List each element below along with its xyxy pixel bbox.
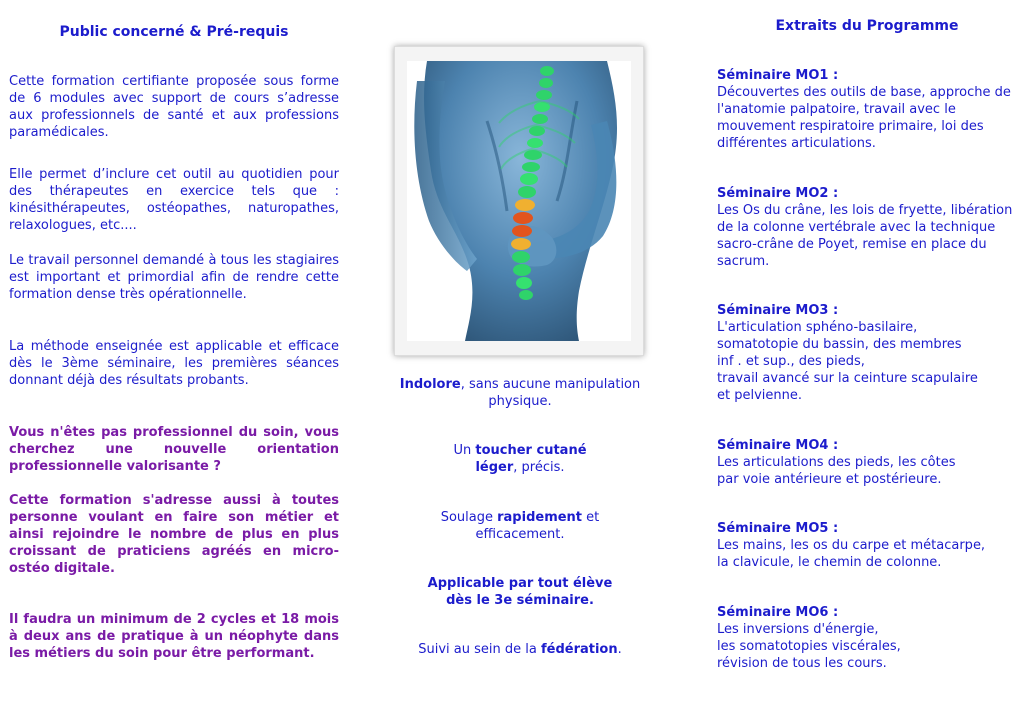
feature-painless bbox=[390, 376, 650, 410]
feature-touch bbox=[450, 442, 590, 476]
question-paragraph: Vous n'êtes pas professionnel du soin, vous cherchez une nouvelle orientation professionnelle valorisante ? bbox=[9, 425, 339, 474]
seminar-title: Séminaire MO4 : bbox=[717, 438, 839, 453]
seminar-description: L'articulation sphéno-basilaire, somatotopie du bassin, des membres inf . et sup., des pieds, travail avancé sur la ceinture scapulaire et pelvienne. bbox=[717, 320, 978, 403]
back-illustration bbox=[407, 61, 631, 341]
feature-applicable bbox=[415, 575, 625, 609]
intro-paragraph: Cette formation certifiante proposée sous forme de 6 modules avec support de cours s’adresse aux professionnels de santé et aux professions paramédicales. bbox=[9, 74, 339, 140]
seminar-mo6 bbox=[717, 604, 1017, 672]
usage-paragraph: Elle permet d’inclure cet outil au quotidien pour des thérapeutes en exercice tels que : kinésithérapeutes, ostéopathes, naturopathes, relaxologues, etc.... bbox=[9, 167, 339, 233]
feature-emphasis: Applicable par tout élève dès le 3e séminaire. bbox=[427, 576, 613, 608]
seminar-description: Les articulations des pieds, les côtes par voie antérieure et postérieure. bbox=[717, 455, 956, 487]
spine-image-frame bbox=[394, 46, 644, 356]
seminar-title: Séminaire MO2 : bbox=[717, 186, 839, 201]
career-paragraph: Cette formation s'adresse aussi à toutes personne voulant en faire son métier et ainsi rejoindre le nombre de plus en plus croissant de praticiens agréés en micro-ostéo digitale. bbox=[9, 493, 339, 576]
seminar-description: Les mains, les os du carpe et métacarpe, la clavicule, le chemin de colonne. bbox=[717, 538, 986, 570]
feature-text: Soulage bbox=[440, 510, 498, 525]
feature-emphasis: toucher cutané léger bbox=[475, 443, 587, 475]
feature-relief bbox=[430, 509, 610, 543]
spine-image bbox=[407, 61, 631, 341]
seminar-mo1 bbox=[717, 67, 1017, 152]
seminar-description: Les inversions d'énergie, les somatotopies viscérales, révision de tous les cours. bbox=[717, 622, 901, 671]
feature-text: , sans aucune manipulation physique. bbox=[460, 377, 641, 409]
feature-text: et efficacement. bbox=[475, 510, 600, 542]
seminar-title: Séminaire MO1 : bbox=[717, 68, 839, 83]
feature-text: Suivi au sein de la bbox=[418, 642, 541, 657]
feature-text: . bbox=[617, 642, 622, 657]
feature-emphasis: fédération bbox=[540, 642, 618, 657]
method-paragraph: La méthode enseignée est applicable et efficace dès le 3ème séminaire, les premières séances donnant déjà des résultats probants. bbox=[9, 339, 339, 388]
duration-paragraph: Il faudra un minimum de 2 cycles et 18 mois à deux ans de pratique à un néophyte dans les métiers du soin pour être performant. bbox=[9, 612, 339, 661]
seminar-description: Découvertes des outils de base, approche de l'anatomie palpatoire, travail avec le mouvement respiratoire primaire, loi des différentes articulations. bbox=[717, 85, 1011, 151]
seminar-mo4 bbox=[717, 437, 1017, 488]
program-title: Extraits du Programme bbox=[775, 18, 959, 34]
seminar-title: Séminaire MO6 : bbox=[717, 605, 839, 620]
feature-text: Un bbox=[453, 443, 476, 458]
seminar-mo5 bbox=[717, 520, 1017, 571]
seminar-title: Séminaire MO5 : bbox=[717, 521, 839, 536]
seminar-description: Les Os du crâne, les lois de fryette, libération de la colonne vertébrale avec la technique sacro-crâne de Poyet, remise en place du sacrum. bbox=[717, 203, 1013, 269]
feature-text: , précis. bbox=[513, 460, 565, 475]
feature-emphasis: rapidement bbox=[497, 510, 583, 525]
audience-title: Public concerné & Pré-requis bbox=[59, 24, 289, 40]
work-paragraph: Le travail personnel demandé à tous les stagiaires est important et primordial afin de rendre cette formation dense très opérationnelle. bbox=[9, 253, 339, 302]
seminar-mo3 bbox=[717, 302, 1017, 404]
seminar-title: Séminaire MO3 : bbox=[717, 303, 839, 318]
feature-federation bbox=[390, 641, 650, 658]
feature-emphasis: Indolore bbox=[399, 377, 461, 392]
seminar-mo2 bbox=[717, 185, 1017, 270]
